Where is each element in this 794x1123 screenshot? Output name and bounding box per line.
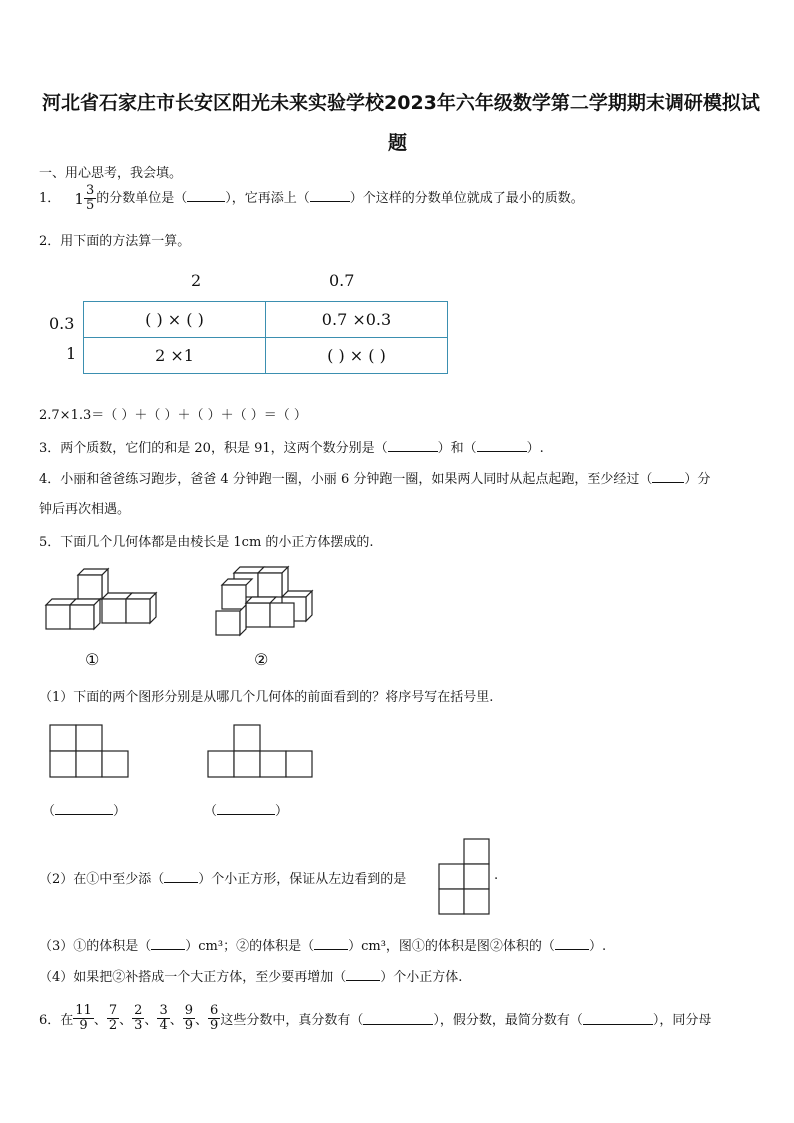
answer-blank[interactable] bbox=[363, 1012, 433, 1025]
answer-blank[interactable] bbox=[583, 1012, 653, 1025]
question-3: 3．两个质数，它们的和是 20，积是 91，这两个数分别是（ ）和（ ）. bbox=[39, 441, 544, 456]
front-view-shape-a bbox=[49, 724, 131, 780]
answer-paren: （ ） bbox=[42, 804, 127, 819]
column-header: 0.7 bbox=[329, 271, 355, 290]
answer-blank[interactable] bbox=[164, 870, 198, 883]
section-heading: 一、用心思考，我会填。 bbox=[39, 166, 183, 181]
sub-question-2: （2）在①中至少添（ ）个小正方形，保证从左边看到的是 bbox=[39, 872, 407, 887]
page-title-continued: 题 bbox=[388, 132, 408, 154]
grid-cell[interactable]: ( ) × ( ) bbox=[84, 302, 266, 338]
question-1: 1． 1 $\frac{3}{5}$ 的分数单位是（ ），它再添上（ ）个这样的分数单位就成了最小的质数。 bbox=[39, 183, 584, 213]
answer-blank[interactable] bbox=[55, 802, 113, 815]
front-view-shape-b bbox=[207, 724, 315, 780]
grid-cell: 0.7 ×0.3 bbox=[266, 302, 448, 338]
answer-blank[interactable] bbox=[477, 439, 527, 452]
page-title: 河北省石家庄市长安区阳光未来实验学校2023年六年级数学第二学期期末调研模拟试 bbox=[42, 92, 760, 114]
row-header: 0.3 bbox=[49, 314, 75, 333]
sub-question-2-end: . bbox=[494, 868, 499, 883]
answer-blank[interactable] bbox=[310, 189, 350, 202]
answer-blank[interactable] bbox=[555, 937, 589, 950]
cube-figure-1 bbox=[40, 563, 165, 638]
column-header: 2 bbox=[191, 271, 202, 290]
row-header: 1 bbox=[66, 344, 77, 363]
question-4: 4．小丽和爸爸练习跑步，爸爸 4 分钟跑一圈，小丽 6 分钟跑一圈，如果两人同时从起点起跑，至少经过（ ）分 bbox=[39, 472, 711, 487]
question-2: 2．用下面的方法算一算。 bbox=[39, 234, 191, 249]
fraction: $\frac{7}{2}$ bbox=[108, 1003, 118, 1033]
answer-blank[interactable] bbox=[151, 937, 185, 950]
sub-question-3: （3）①的体积是（ ）cm³；②的体积是（ ）cm³，图①的体积是图②体积的（ ）. bbox=[39, 939, 607, 954]
answer-paren: （ ） bbox=[204, 804, 289, 819]
fraction: $\frac{9}{9}$ bbox=[184, 1003, 194, 1033]
fraction: $\frac{6}{9}$ bbox=[210, 1003, 219, 1033]
mixed-number-whole: 1 bbox=[74, 189, 84, 208]
cube-figure-2 bbox=[210, 563, 320, 643]
sub-question-1: （1）下面的两个图形分别是从哪几个几何体的前面看到的？将序号写在括号里. bbox=[39, 690, 494, 705]
fraction: $\frac{2}{3}$ bbox=[134, 1003, 143, 1033]
fraction: $\frac{3}{4}$ bbox=[159, 1003, 168, 1033]
question-6: 6．在 $\frac{11}{9}$ 、 $\frac{7}{2}$ 、 $\frac{2}{3}$ 、 $\frac{3}{4}$ 、 $\frac{9}{9}$ 、 $\frac{6}{9}$ 这些分数中，真分数有（ ），假分数，最简分数有（ ），同分母 bbox=[39, 1003, 712, 1033]
question-4-continued: 钟后再次相遇。 bbox=[39, 502, 131, 517]
figure-label: ① bbox=[85, 650, 100, 669]
figure-label: ② bbox=[254, 650, 269, 669]
multiplication-grid bbox=[83, 301, 448, 374]
question-5: 5．下面几个几何体都是由棱长是 1cm 的小正方体摆成的. bbox=[39, 535, 374, 550]
grid-cell: 2 ×1 bbox=[84, 338, 266, 374]
answer-blank[interactable] bbox=[217, 802, 275, 815]
sub-question-4: （4）如果把②补搭成一个大正方体，至少要再增加（ ）个小正方体. bbox=[39, 970, 463, 985]
question-number: 1． bbox=[39, 191, 61, 206]
fraction: $\frac{3}{5}$ bbox=[85, 183, 95, 213]
grid-cell[interactable]: ( ) × ( ) bbox=[266, 338, 448, 374]
fraction: $\frac{11}{9}$ bbox=[75, 1003, 92, 1033]
answer-blank[interactable] bbox=[187, 189, 225, 202]
answer-blank[interactable] bbox=[388, 439, 438, 452]
left-view-shape bbox=[438, 838, 492, 918]
answer-blank[interactable] bbox=[652, 470, 684, 483]
answer-blank[interactable] bbox=[314, 937, 348, 950]
equation-line: 2.7×1.3＝（ ）＋（ ）＋（ ）＋（ ）＝（ ） bbox=[39, 408, 307, 423]
answer-blank[interactable] bbox=[346, 968, 380, 981]
